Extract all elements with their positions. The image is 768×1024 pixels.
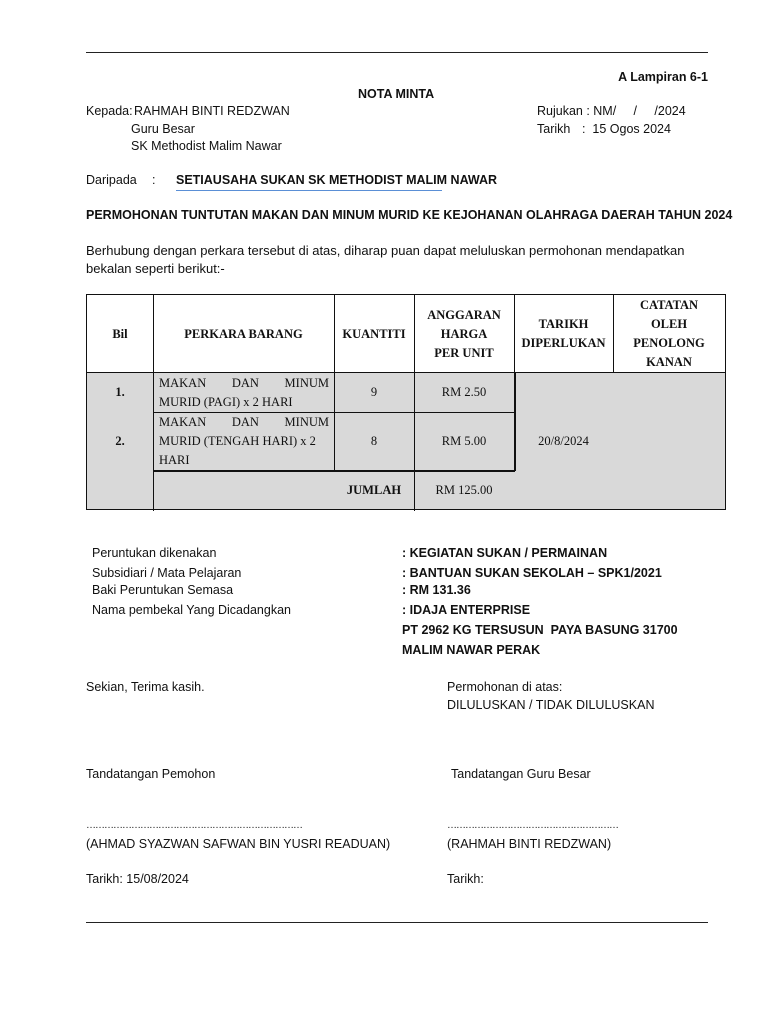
row-2-perkara: MAKAN DAN MINUM MURID (TENGAH HARI) x 2 HARI: [159, 415, 329, 467]
header-bil: Bil: [112, 326, 128, 341]
subject-line: PERMOHONAN TUNTUTAN MAKAN DAN MINUM MURID KE KEJOHANAN OLAHRAGA DAERAH TAHUN 2024: [86, 208, 733, 222]
pembekal-address-2: MALIM NAWAR PERAK: [402, 643, 541, 657]
headmaster-name: (RAHMAH BINTI REDZWAN): [447, 837, 612, 851]
row-1-perkara: MAKAN DAN MINUM MURID (PAGI) x 2 HARI: [159, 376, 329, 409]
kepada-name: RAHMAH BINTI REDZWAN: [134, 104, 290, 118]
row-2-harga: RM 5.00: [441, 433, 487, 448]
row-1-harga: RM 2.50: [441, 385, 487, 399]
request-table: [86, 294, 726, 510]
jumlah-label: JUMLAH: [346, 482, 402, 497]
header-perkara: PERKARA BARANG: [184, 326, 303, 341]
rujukan-field: Rujukan : NM/ / /2024: [537, 104, 686, 118]
row-2-bil: 2.: [115, 433, 125, 448]
tarikh-value: : 15 Ogos 2024: [582, 122, 671, 136]
header-harga: ANGGARAN HARGA PER UNIT: [427, 307, 501, 360]
signature-line-headmaster: …………………………………………………: [447, 820, 618, 831]
jumlah-value: RM 125.00: [435, 482, 493, 497]
kepada-position: Guru Besar: [131, 122, 195, 136]
headmaster-date: Tarikh:: [447, 872, 484, 886]
subsidiari-value: : BANTUAN SUKAN SEKOLAH – SPK1/2021: [402, 566, 662, 580]
peruntukan-label: Peruntukan dikenakan: [92, 546, 217, 560]
lampiran-label: A Lampiran 6-1: [618, 70, 708, 84]
peruntukan-value: : KEGIATAN SUKAN / PERMAINAN: [402, 546, 608, 560]
daripada-label: Daripada: [86, 173, 137, 187]
top-rule: [86, 52, 708, 53]
baki-label: Baki Peruntukan Semasa: [92, 583, 234, 597]
row-2-kuantiti: 8: [370, 433, 378, 448]
tarikh-diperlukan: 20/8/2024: [538, 433, 589, 448]
daripada-colon: :: [152, 173, 156, 187]
document-title: NOTA MINTA: [358, 87, 435, 101]
signature-label-applicant: Tandatangan Pemohon: [86, 767, 216, 781]
row-1-kuantiti: 9: [370, 385, 378, 399]
signature-line-applicant: ………………………………………………………………: [86, 820, 302, 831]
pembekal-value: : IDAJA ENTERPRISE: [402, 603, 531, 617]
kepada-label: Kepada:: [86, 104, 133, 118]
daripada-value: SETIAUSAHA SUKAN SK METHODIST MALIM NAWAR: [176, 173, 498, 187]
pembekal-address-1: PT 2962 KG TERSUSUN PAYA BASUNG 31700: [402, 623, 678, 637]
subsidiari-label: Subsidiari / Mata Pelajaran: [92, 566, 242, 580]
intro-line-1: Berhubung dengan perkara tersebut di atas, diharap puan dapat meluluskan permohonan mendapatkan: [86, 243, 685, 258]
header-tarikh: TARIKH DIPERLUKAN: [521, 317, 606, 350]
tarikh-label: Tarikh: [537, 122, 571, 136]
approval-label: Permohonan di atas:: [447, 680, 563, 694]
intro-line-2: bekalan seperti berikut:-: [86, 261, 225, 276]
bottom-rule: [86, 922, 708, 923]
header-catatan: CATATAN OLEH PENOLONG KANAN: [633, 298, 705, 369]
daripada-underline: [176, 190, 442, 191]
kepada-school: SK Methodist Malim Nawar: [131, 139, 282, 153]
signature-label-headmaster: Tandatangan Guru Besar: [451, 767, 591, 781]
applicant-name: (AHMAD SYAZWAN SAFWAN BIN YUSRI READUAN): [86, 837, 391, 851]
approval-options: DILULUSKAN / TIDAK DILULUSKAN: [447, 698, 655, 712]
row-1-bil: 1.: [115, 385, 125, 399]
baki-value: : RM 131.36: [402, 583, 471, 597]
closing-text: Sekian, Terima kasih.: [86, 680, 205, 694]
header-kuantiti: KUANTITI: [342, 326, 406, 341]
applicant-date: Tarikh: 15/08/2024: [86, 872, 189, 886]
pembekal-label: Nama pembekal Yang Dicadangkan: [92, 603, 291, 617]
